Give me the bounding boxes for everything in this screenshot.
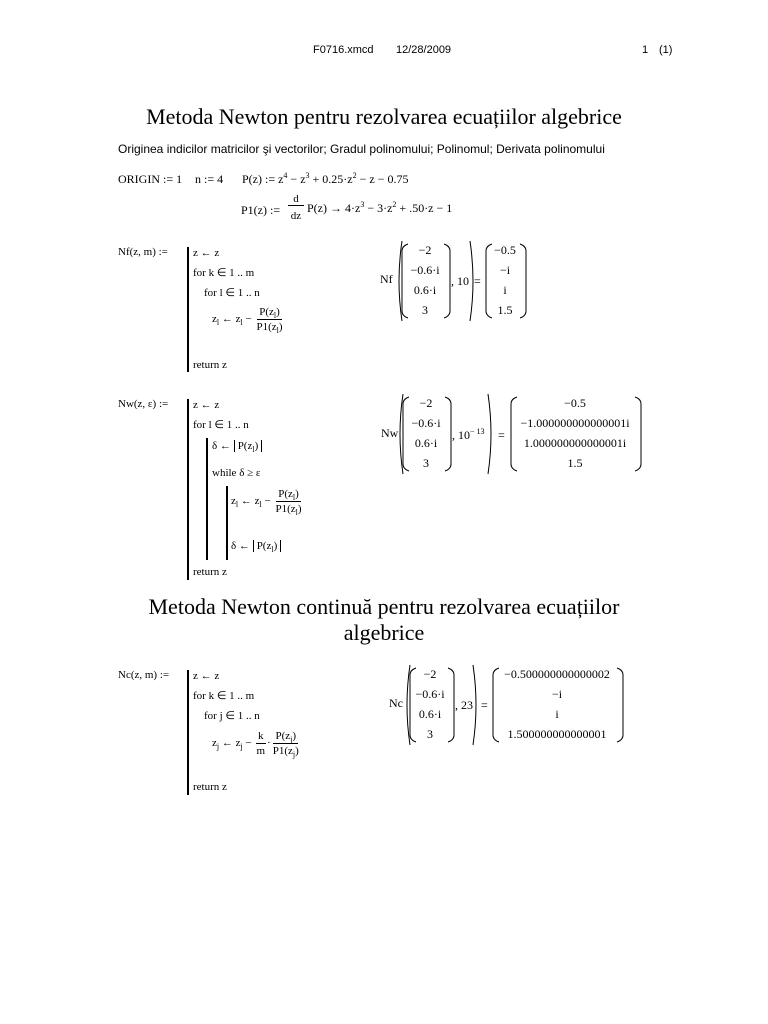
nf-equals: =: [474, 274, 481, 288]
section-description: Originea indicilor matricilor şi vectorilor; Gradul polinomului; Polinomul; Derivata polinomului: [118, 142, 605, 156]
nf-param: , 10: [451, 274, 469, 288]
derivative-definition: $P(z) \to 4\cdot z^3 - 3\cdot z^2 + .50\cdot z - 1$: [307, 200, 453, 215]
nc-arg-cell: −2: [423, 667, 437, 681]
nw-result-cell: 1.5: [567, 456, 583, 470]
nw-equals: =: [498, 428, 505, 442]
nw-while-body-bar: [226, 486, 228, 560]
origin-definition: ORIGIN := 1: [118, 172, 183, 186]
nw-line-while: while δ ≥ ε: [212, 467, 261, 479]
nc-result-cell: −0.500000000000002: [504, 667, 610, 681]
nf-result-cell: −i: [499, 263, 511, 277]
nf-line-for-k: for k ∈ 1 .. m: [193, 267, 255, 279]
nc-result-cell: i: [555, 707, 559, 721]
nw-result-cell: −1.000000000000001i: [520, 416, 630, 430]
nc-call-name: Nc: [389, 696, 403, 710]
nc-line-for-k: for k ∈ 1 .. m: [193, 690, 255, 702]
section2-title-line2: algebrice: [343, 620, 425, 645]
nc-line-return: return z: [193, 781, 227, 793]
header-filename: F0716.xmcd: [313, 44, 374, 56]
nw-definition: Nw(z, ε) :=: [118, 398, 169, 410]
nf-definition: Nf(z, m) :=: [118, 246, 168, 258]
nc-definition: Nc(z, m) :=: [118, 669, 170, 681]
nc-line-init: z ← z: [193, 670, 220, 682]
nf-program-bar: [187, 247, 189, 372]
derivative-d: d: [288, 193, 304, 206]
nc-result-vector: [496, 664, 618, 744]
derivative-dz: dz: [290, 210, 302, 222]
nf-arg-vector: [407, 240, 443, 320]
nf-result-cell: −0.5: [494, 243, 516, 257]
nw-delta-init: δ ← $P(z_l)$: [212, 440, 262, 452]
nc-vector-bracket-right: [447, 667, 455, 743]
nw-result-vector: [514, 393, 636, 473]
nc-arg-cell: −0.6·i: [415, 687, 445, 701]
nf-result-bracket-right: [519, 243, 527, 319]
nf-arg-cell: 0.6·i: [413, 283, 437, 297]
nw-line-init: z ← z: [193, 399, 220, 411]
nw-arg-vector: [408, 393, 444, 473]
nf-line-init: z ← z: [193, 247, 220, 259]
nc-line-for-j: for j ∈ 1 .. n: [204, 710, 260, 722]
nw-result-cell: 1.000000000000001i: [523, 436, 627, 450]
nw-program-bar: [187, 399, 189, 580]
nw-param: [452, 428, 485, 443]
nw-param-exponent: − 13: [470, 427, 485, 436]
nc-result-cell: −i: [551, 687, 563, 701]
nf-arg-cell: −2: [418, 243, 432, 257]
nw-for-body-bar: [206, 438, 208, 560]
nw-delta-init-label: δ ←: [212, 440, 231, 452]
polynomial-lhs: P(z) := z: [242, 172, 284, 186]
nc-arg-cell: 3: [427, 727, 433, 741]
nf-update: $z_l$ ← $z_l$ − $\frac{P(z_l)}{P1(z_l)}$: [212, 306, 283, 336]
nw-arg-cell: 3: [423, 456, 429, 470]
header-page-total: (1): [659, 44, 673, 56]
nw-call-name: Nw: [381, 426, 399, 440]
nw-arg-cell: 0.6·i: [414, 436, 438, 450]
derivative-lhs: P1(z) :=: [241, 203, 281, 217]
nf-vector-bracket-right: [443, 243, 451, 319]
header-date: 12/28/2009: [396, 44, 452, 56]
section-title: Metoda Newton pentru rezolvarea ecuațiilor algebrice: [146, 104, 622, 129]
nc-program-bar: [187, 670, 189, 795]
nf-arg-cell: −0.6·i: [410, 263, 440, 277]
nw-line-return: return z: [193, 566, 227, 578]
nw-delta-update: δ ← $P(z_l)$: [231, 540, 281, 552]
derivative-rhs: P(z) → 4·z: [307, 201, 361, 215]
nc-equals: =: [481, 698, 488, 712]
nc-update: $z_j$ ← $z_j$ − $\frac{k}{m}$ · $\frac{P(z_j)}{P1(z_j)}$: [212, 730, 299, 760]
nw-result-bracket-right: [634, 396, 642, 472]
nf-call-name: Nf: [380, 272, 393, 286]
nw-arg-cell: −2: [419, 396, 433, 410]
nw-line-for-l: for l ∈ 1 .. n: [193, 419, 249, 431]
nf-result-cell: 1.5: [497, 303, 513, 317]
nf-line-for-l: for l ∈ 1 .. n: [204, 287, 260, 299]
nw-update: $z_l$ ← $z_l$ − $\frac{P(z_l)}{P1(z_l)}$: [231, 488, 302, 518]
nc-paren-right: [471, 664, 481, 746]
nc-arg-cell: 0.6·i: [418, 707, 442, 721]
nc-param: , 23: [455, 698, 473, 712]
n-definition: n := 4: [195, 172, 224, 186]
nw-delta-update-label: δ ←: [231, 540, 250, 552]
nf-result-cell: i: [503, 283, 507, 297]
nf-line-return: return z: [193, 359, 227, 371]
nf-arg-cell: 3: [422, 303, 428, 317]
nw-result-cell: −0.5: [564, 396, 586, 410]
nw-paren-right: [486, 393, 496, 475]
nc-arg-vector: [412, 664, 448, 744]
section2-title-line1: Metoda Newton continuă pentru rezolvarea ecuațiilor: [148, 594, 620, 619]
nc-result-bracket-right: [616, 667, 624, 743]
polynomial-definition: P(z) := $z^4 - z^3 + 0.25\cdot z^2 - z - 0.75$: [242, 171, 409, 186]
header-page-number: 1: [642, 44, 649, 56]
nf-result-vector: [490, 240, 520, 320]
nc-result-cell: 1.500000000000001: [507, 727, 607, 741]
nw-param-base: , 10: [452, 428, 470, 442]
nw-vector-bracket-right: [444, 396, 452, 472]
nw-arg-cell: −0.6·i: [411, 416, 441, 430]
